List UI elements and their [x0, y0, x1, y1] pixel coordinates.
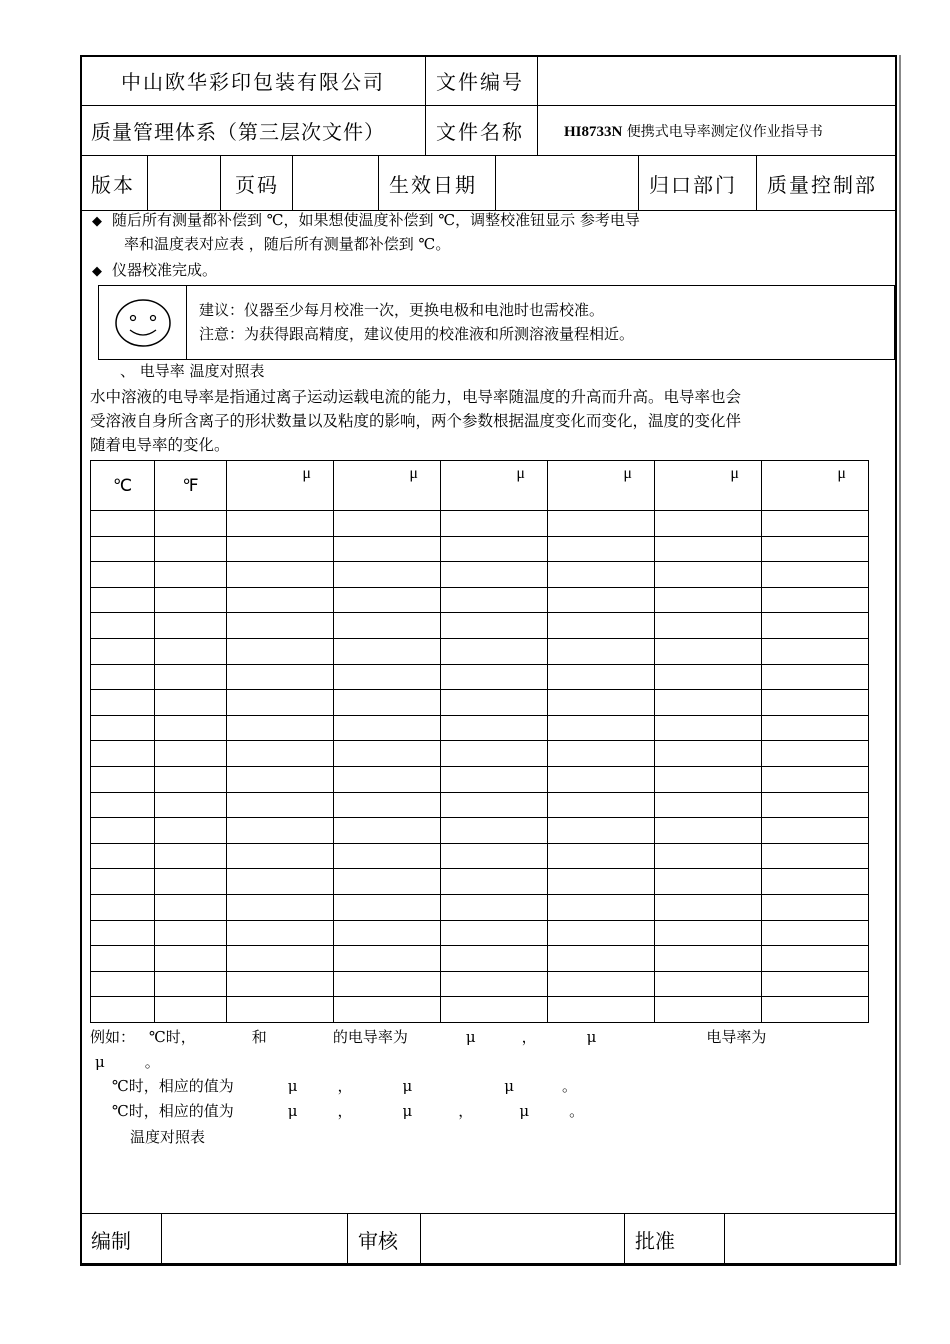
table-header-row — [91, 461, 869, 511]
conductivity-header: μ — [227, 461, 334, 511]
table-cell — [655, 741, 762, 767]
table-cell — [155, 997, 227, 1023]
table-cell — [91, 946, 155, 972]
table-cell — [227, 741, 334, 767]
table-cell — [548, 536, 655, 562]
table-cell — [441, 920, 548, 946]
table-cell — [441, 818, 548, 844]
table-cell — [441, 971, 548, 997]
table-cell — [91, 690, 155, 716]
table-cell — [655, 511, 762, 537]
table-cell — [227, 920, 334, 946]
table-cell — [155, 843, 227, 869]
table-cell — [655, 715, 762, 741]
table-cell — [548, 869, 655, 895]
header-table — [80, 55, 897, 156]
table-cell — [441, 511, 548, 537]
table-cell — [91, 664, 155, 690]
table-cell — [762, 946, 869, 972]
table-cell — [762, 664, 869, 690]
bullet-line-2: ◆ 仪器校准完成。 — [92, 261, 218, 279]
table-cell — [655, 536, 762, 562]
approved-value — [725, 1214, 897, 1266]
table-cell — [441, 536, 548, 562]
doc-name-label: 文件名称 — [426, 106, 538, 156]
table-cell — [334, 638, 441, 664]
compiled-label: 编制 — [81, 1214, 162, 1266]
doc-name-value — [538, 106, 897, 156]
table-cell — [91, 536, 155, 562]
table-row — [91, 792, 869, 818]
table-cell — [548, 792, 655, 818]
table-cell — [334, 792, 441, 818]
doc-model: HI8733N — [564, 123, 623, 140]
note-box — [98, 285, 895, 360]
table-cell — [155, 971, 227, 997]
table-cell — [91, 792, 155, 818]
page-label: 页码 — [221, 156, 293, 211]
conductivity-header: μ — [441, 461, 548, 511]
table-row — [91, 536, 869, 562]
table-row — [91, 613, 869, 639]
example-line-1: 例如： ℃时， 和 的电导率为 μ ， μ 电导率为 — [90, 1028, 767, 1046]
table-cell — [334, 920, 441, 946]
table-cell — [227, 536, 334, 562]
doc-title: 便携式电导率测定仪作业指导书 — [626, 123, 823, 140]
table-cell — [334, 818, 441, 844]
smiley-icon — [99, 286, 187, 359]
smiley-icon-cell — [99, 286, 187, 359]
table-row — [91, 664, 869, 690]
table-cell — [334, 946, 441, 972]
table-cell — [762, 562, 869, 588]
table-cell — [548, 664, 655, 690]
table-cell — [334, 690, 441, 716]
table-cell — [655, 920, 762, 946]
table-cell — [655, 946, 762, 972]
section-title: 、 电导率 温度对照表 — [120, 362, 265, 380]
table-cell — [155, 536, 227, 562]
note-suggestion: 建议：仪器至少每月校准一次，更换电极和电池时也需校准。 — [199, 301, 605, 319]
effective-value — [496, 156, 639, 211]
table-cell — [655, 792, 762, 818]
table-cell — [334, 997, 441, 1023]
table-cell — [334, 715, 441, 741]
table-cell — [655, 664, 762, 690]
table-cell — [548, 562, 655, 588]
example-line-2: μ 。 — [95, 1053, 160, 1071]
table-row — [91, 869, 869, 895]
table-cell — [227, 511, 334, 537]
table-cell — [441, 766, 548, 792]
example-line-4: ℃时，相应的值为 μ ， μ ， μ 。 — [112, 1102, 585, 1120]
conductivity-header: μ — [334, 461, 441, 511]
table-cell — [334, 536, 441, 562]
table-cell — [91, 766, 155, 792]
approved-label: 批准 — [625, 1214, 725, 1266]
table-cell — [227, 971, 334, 997]
table-row — [91, 741, 869, 767]
compiled-value — [162, 1214, 348, 1266]
table-cell — [155, 587, 227, 613]
table-cell — [91, 818, 155, 844]
celsius-header: ℃ — [91, 461, 155, 511]
table-cell — [655, 690, 762, 716]
fahrenheit-header: ℉ — [155, 461, 227, 511]
table-row — [91, 946, 869, 972]
table-cell — [91, 894, 155, 920]
table-row — [91, 894, 869, 920]
table-cell — [655, 843, 762, 869]
table-cell — [655, 587, 762, 613]
table-cell — [762, 971, 869, 997]
table-cell — [155, 638, 227, 664]
table-cell — [655, 894, 762, 920]
quality-system: 质量管理体系（第三层次文件） — [81, 106, 426, 156]
effective-label: 生效日期 — [379, 156, 496, 211]
table-cell — [91, 741, 155, 767]
table-cell — [548, 894, 655, 920]
table-cell — [441, 843, 548, 869]
table-cell — [762, 843, 869, 869]
conductivity-header: μ — [762, 461, 869, 511]
table-cell — [548, 741, 655, 767]
bullet-line-1-cont: 率和温度表对应表 ，随后所有测量都补偿到 ℃。 — [124, 235, 451, 253]
reviewed-label: 审核 — [348, 1214, 421, 1266]
table-cell — [655, 638, 762, 664]
table-cell — [227, 997, 334, 1023]
table-cell — [91, 638, 155, 664]
company-name: 中山欧华彩印包装有限公司 — [81, 56, 426, 106]
table-cell — [548, 920, 655, 946]
table-row — [91, 997, 869, 1023]
table-cell — [91, 587, 155, 613]
table-cell — [155, 562, 227, 588]
table-cell — [655, 997, 762, 1023]
table-cell — [227, 766, 334, 792]
signature-table — [80, 1213, 897, 1266]
table-cell — [655, 818, 762, 844]
table-cell — [548, 715, 655, 741]
table-cell — [91, 715, 155, 741]
example-line-5: 温度对照表 — [130, 1128, 206, 1146]
table-cell — [441, 690, 548, 716]
table-cell — [227, 843, 334, 869]
table-cell — [655, 971, 762, 997]
table-cell — [155, 869, 227, 895]
table-cell — [334, 766, 441, 792]
table-cell — [762, 792, 869, 818]
table-cell — [334, 971, 441, 997]
table-cell — [227, 613, 334, 639]
table-cell — [155, 894, 227, 920]
bullet-line-1: ◆ 随后所有测量都补偿到 ℃，如果想使温度补偿到 ℃，调整校准钮显示 参考电导 — [92, 211, 640, 229]
conductivity-temperature-table — [90, 460, 869, 1023]
table-cell — [441, 792, 548, 818]
table-cell — [762, 997, 869, 1023]
table-cell — [155, 920, 227, 946]
table-cell — [91, 920, 155, 946]
table-cell — [91, 997, 155, 1023]
table-cell — [548, 766, 655, 792]
table-row — [91, 843, 869, 869]
table-cell — [334, 869, 441, 895]
table-cell — [155, 946, 227, 972]
table-cell — [762, 536, 869, 562]
table-row — [91, 638, 869, 664]
table-cell — [155, 766, 227, 792]
version-label: 版本 — [81, 156, 148, 211]
table-cell — [155, 690, 227, 716]
table-cell — [91, 511, 155, 537]
table-cell — [548, 971, 655, 997]
table-row — [91, 715, 869, 741]
table-cell — [91, 613, 155, 639]
table-cell — [334, 894, 441, 920]
dept-label: 归口部门 — [639, 156, 757, 211]
table-cell — [91, 562, 155, 588]
table-cell — [762, 587, 869, 613]
table-cell — [227, 792, 334, 818]
table-cell — [227, 638, 334, 664]
table-cell — [227, 869, 334, 895]
version-row — [80, 155, 897, 211]
table-cell — [227, 894, 334, 920]
table-cell — [227, 818, 334, 844]
table-cell — [762, 715, 869, 741]
table-cell — [655, 869, 762, 895]
note-text — [199, 298, 634, 346]
table-cell — [548, 613, 655, 639]
table-cell — [441, 997, 548, 1023]
diamond-bullet-icon: ◆ — [92, 214, 102, 229]
table-cell — [334, 562, 441, 588]
table-cell — [155, 818, 227, 844]
table-cell — [227, 690, 334, 716]
table-cell — [334, 587, 441, 613]
table-cell — [762, 741, 869, 767]
table-cell — [762, 690, 869, 716]
conductivity-header: μ — [548, 461, 655, 511]
table-cell — [762, 766, 869, 792]
table-cell — [155, 511, 227, 537]
table-cell — [548, 511, 655, 537]
table-cell — [91, 869, 155, 895]
table-cell — [655, 562, 762, 588]
table-cell — [548, 997, 655, 1023]
table-cell — [441, 946, 548, 972]
table-cell — [655, 613, 762, 639]
table-cell — [441, 613, 548, 639]
table-cell — [334, 664, 441, 690]
frame-shadow — [899, 55, 901, 1265]
table-cell — [155, 664, 227, 690]
doc-no-label: 文件编号 — [426, 56, 538, 106]
version-value — [148, 156, 221, 211]
table-cell — [762, 920, 869, 946]
table-cell — [334, 843, 441, 869]
table-cell — [441, 664, 548, 690]
table-cell — [441, 715, 548, 741]
table-cell — [441, 741, 548, 767]
table-cell — [155, 613, 227, 639]
table-cell — [655, 766, 762, 792]
table-cell — [762, 818, 869, 844]
table-cell — [227, 715, 334, 741]
table-cell — [762, 894, 869, 920]
table-row — [91, 587, 869, 613]
table-cell — [548, 638, 655, 664]
table-cell — [762, 511, 869, 537]
table-cell — [334, 741, 441, 767]
table-cell — [227, 562, 334, 588]
table-row — [91, 971, 869, 997]
table-cell — [91, 843, 155, 869]
note-caution: 注意：为获得跟高精度，建议使用的校准液和所测溶液量程相近。 — [199, 325, 635, 343]
table-row — [91, 562, 869, 588]
table-cell — [762, 613, 869, 639]
table-cell — [762, 869, 869, 895]
table-cell — [227, 587, 334, 613]
table-cell — [548, 818, 655, 844]
diamond-bullet-icon: ◆ — [92, 264, 102, 279]
conductivity-header: μ — [655, 461, 762, 511]
doc-no-value — [538, 56, 897, 106]
table-cell — [548, 843, 655, 869]
table-cell — [441, 562, 548, 588]
table-cell — [441, 894, 548, 920]
table-cell — [548, 690, 655, 716]
page-value — [293, 156, 379, 211]
table-row — [91, 690, 869, 716]
table-cell — [441, 587, 548, 613]
example-line-3: ℃时，相应的值为 μ ， μ μ 。 — [112, 1077, 578, 1095]
table-cell — [227, 664, 334, 690]
table-cell — [548, 587, 655, 613]
table-cell — [762, 638, 869, 664]
table-cell — [441, 869, 548, 895]
table-cell — [155, 715, 227, 741]
table-row — [91, 920, 869, 946]
paragraph-line-2: 受溶液自身所含离子的形状数量以及粘度的影响，两个参数根据温度变化而变化，温度的变化伴 — [90, 412, 742, 430]
table-cell — [334, 613, 441, 639]
paragraph-line-3: 随着电导率的变化。 — [90, 436, 230, 454]
table-cell — [441, 638, 548, 664]
dept-value: 质量控制部 — [757, 156, 897, 211]
table-cell — [227, 946, 334, 972]
table-row — [91, 511, 869, 537]
table-cell — [91, 971, 155, 997]
table-row — [91, 818, 869, 844]
table-cell — [155, 792, 227, 818]
reviewed-value — [421, 1214, 625, 1266]
table-cell — [334, 511, 441, 537]
table-cell — [548, 946, 655, 972]
table-row — [91, 766, 869, 792]
paragraph-line-1: 水中溶液的电导率是指通过离子运动运载电流的能力，电导率随温度的升高而升高。电导率也会 — [90, 388, 742, 406]
table-cell — [155, 741, 227, 767]
